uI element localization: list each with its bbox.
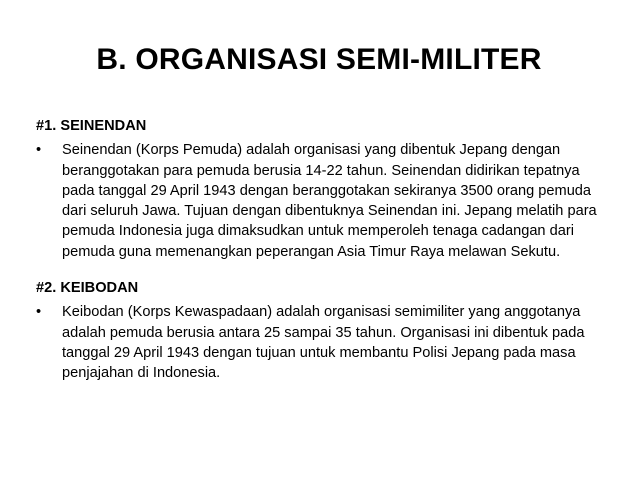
bullet-item <box>36 302 606 383</box>
section-keibodan <box>36 278 606 383</box>
section-heading: #2. KEIBODAN <box>36 280 139 297</box>
bullet-item <box>36 140 606 262</box>
section-spacer <box>36 262 606 278</box>
bullet-dot: • <box>36 304 42 321</box>
slide-content <box>36 116 606 384</box>
bullet-dot: • <box>36 142 42 159</box>
bullet-text: Seinendan (Korps Pemuda) adalah organisasi yang dibentuk Jepang dengan beranggotakan para pemuda berusia 14-22 tahun. Seinendan didirikan tepatnya pada tanggal 29 April 1943 dengan beranggotakan sekiranya 3500 orang pemuda dari seluruh Jawa. Tujuan dengan dibentuknya Seinendan ini. Jepang melatih para pemuda Indonesia juga dimaksudkan untuk memperoleh tenaga cadangan dari pemuda guna memenangkan peperangan Asia Timur Raya melawan Sekutu. <box>62 142 597 260</box>
slide-title: B. ORGANISASI SEMI-MILITER <box>96 43 542 76</box>
section-seinendan <box>36 116 606 262</box>
bullet-text: Keibodan (Korps Kewaspadaan) adalah organisasi semimiliter yang anggotanya adalah pemuda berusia antara 25 sampai 35 tahun. Organisasi ini dibentuk pada tanggal 29 April 1943 dengan tujuan untuk membantu Polisi Jepang pada masa penjajahan di Indonesia. <box>62 304 585 382</box>
section-heading: #1. SEINENDAN <box>36 118 147 134</box>
